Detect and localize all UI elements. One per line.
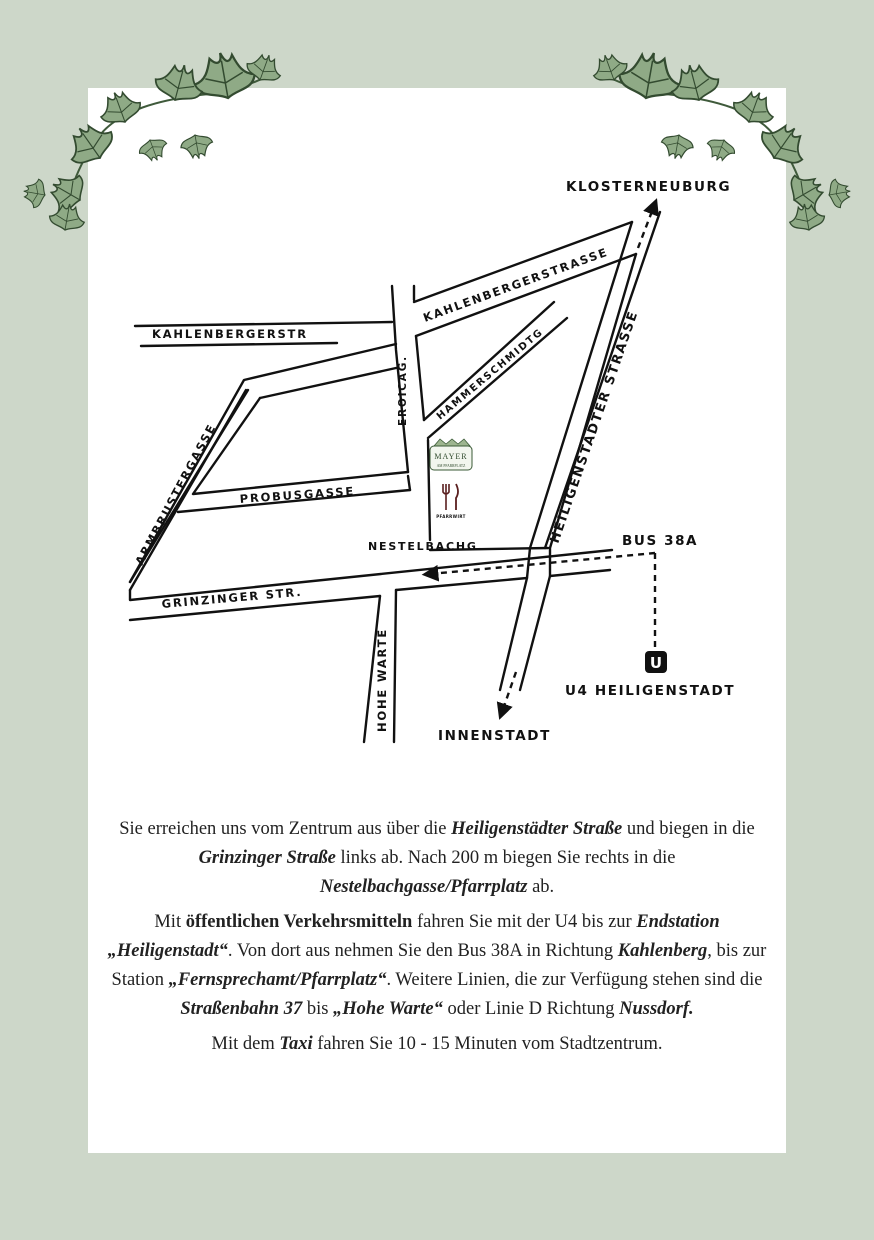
label-grinzinger-str: GRINZINGER STR. <box>161 584 303 611</box>
label-kahlenbergerstr: KAHLENBERGERSTR <box>152 327 308 341</box>
ivy-decoration-right <box>588 48 852 233</box>
label-hammerschmidtg: HAMMERSCHMIDTG <box>434 326 546 423</box>
label-heiligenstaedter-strasse: HEILIGENSTÄDTER STRASSE <box>547 308 642 546</box>
label-klosterneuburg: KLOSTERNEUBURG <box>566 179 732 195</box>
ivy-decoration-left <box>21 48 285 233</box>
label-nestelbachg: NESTELBACHG. <box>368 540 484 553</box>
ubahn-symbol: U <box>649 654 663 672</box>
street-labels <box>132 245 641 732</box>
directions-taxi: Mit dem Taxi fahren Sie 10 - 15 Minuten vom Stadtzentrum. <box>211 1034 663 1054</box>
mayer-logo-text: MAYER <box>434 452 468 461</box>
label-bus-38a: BUS 38A <box>622 533 699 549</box>
label-innenstadt: INNENSTADT <box>438 728 551 744</box>
label-kahlenbergerstrasse: KAHLENBERGERSTRASSE <box>421 244 611 325</box>
directions-text <box>100 815 774 1065</box>
label-eroicag: EROICAG. <box>397 355 409 426</box>
directions-car: Sie erreichen uns vom Zentrum aus über die Heiligenstädter Straße und biegen in die Grinzinger Straße links ab. Nach 200 m biegen Sie rechts in die Nestelbachgasse/Pfarrplatz ab. <box>119 819 755 897</box>
pfarrwirt-logo-text: PFARRWIRT <box>436 514 466 519</box>
directions-public-transport: Mit öffentlichen Verkehrsmitteln fahren Sie mit der U4 bis zur Endstation „Heiligenstadt“. Von dort aus nehmen Sie den Bus 38A in Richtung Kahlenberg, bis zur Station „Fernsprechamt/Pfarrplatz“. Weitere Linien, die zur Verfügung stehen sind die Straßenbahn 37 bis „Hohe Warte“ oder Linie D Richtung Nussdorf. <box>107 912 767 1019</box>
mayer-logo <box>430 439 472 470</box>
pfarrwirt-logo <box>436 484 466 519</box>
label-u4-heiligenstadt: U4 HEILIGENSTADT <box>565 683 736 699</box>
label-hohe-warte: HOHE WARTE <box>375 628 389 732</box>
label-probusgasse: PROBUSGASSE <box>239 483 356 506</box>
crown-icon <box>434 439 470 446</box>
knife-icon <box>456 484 458 510</box>
fork-icon <box>443 484 449 510</box>
label-armbrustergasse: ARMBRUSTERGASSE <box>132 421 219 568</box>
mayer-logo-subtext: AM PFARRPLATZ <box>436 464 466 468</box>
